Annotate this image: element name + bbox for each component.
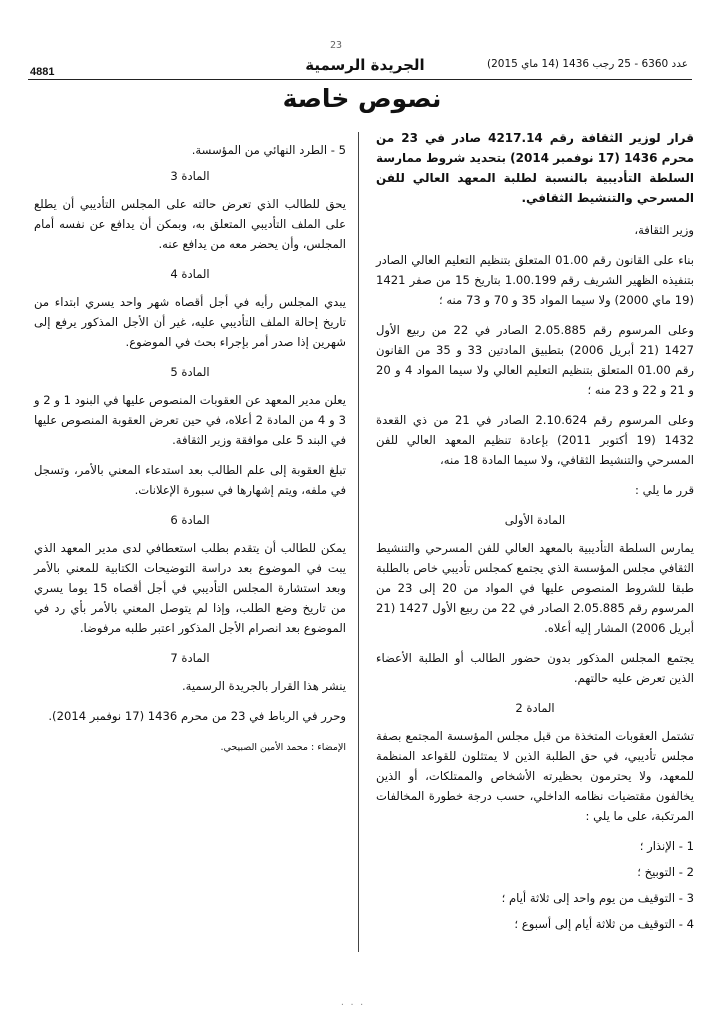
article-6-paragraph-1: يمكن للطالب أن يتقدم بطلب استعطافي لدى مدير المعهد الذي يبت في الموضوع بعد دراسة التوضيحات الكتابية للمعني بالأمر وبعد استشارة المجلس التأديبي في أجل أقصاه 15 يوما يسري من تاريخ وضع الطلب، وإذا لم يتوصل المعني بالأمر بأي رد في الموضوع بعد انصرام الأجل المذكور اعتبر طلبه مرفوضا. [34,541,346,635]
penalty-item: 5 - الطرد النهائي من المؤسسة. [191,143,346,157]
decree-title: قرار لوزير الثقافة رقم 4217.14 صادر في 23 من محرم 1436 (17 نوفمبر 2014) بتحديد شروط ممارسة السلطة التأديبية بالنسبة لطلبة المعهد العالي للفن المسرحي والتنشيط الثقافي. [376,131,695,205]
margin-stamp: 23 [330,40,343,51]
issue-info: عدد 6360 - 25 رجب 1436 (14 ماي 2015) [486,58,688,70]
article-5-paragraph-2: تبلغ العقوبة إلى علم الطالب بعد استدعاء المعني بالأمر، وتسجل في ملفه، ويتم إشهارها في سبورة الإعلانات. [34,463,346,497]
article-2-paragraph-1: تشتمل العقوبات المتخذة من قبل مجلس المؤسسة المجتمع بصفة مجلس تأديبي، في حق الطلبة الذين لا يمتثلون للقواعد المنظمة للمعهد، ولا يحترمون بحظيرته الأشخاص والممتلكات، أو الذين يخالفون مقتضيات نظامه الداخلي، حسب درجة خطورة المخالفات المرتكبة، على ما يلي : [376,729,694,823]
article-5-heading: المادة 5 [170,365,210,379]
decides-line: قرر ما يلي : [635,483,694,497]
penalty-item: 2 - التوبيخ ؛ [637,865,694,879]
column-divider [358,132,359,952]
right-column [376,128,694,940]
recital-2: وعلى المرسوم رقم 2.05.885 الصادر في 22 من ربيع الأول 1427 (21 أبريل 2006) بتطبيق المادتين 33 و 35 من القانون رقم 01.00 المتعلق بتنظيم التعليم العالي ولا سيما المواد 4 و 20 و 21 و 22 و 23 منه ؛ [376,323,694,397]
article-4-paragraph-1: يبدي المجلس رأيه في أجل أقصاه شهر واحد يسري ابتداء من تاريخ إحالة الملف التأديبي عليه، غير أن الأجل المذكور يرفع إلى شهرين إذا صدر أمر بإجراء بحث في الموضوع. [34,295,346,349]
article-1-paragraph-2: يجتمع المجلس المذكور بدون حضور الطالب أو الطلبة الأعضاء الذين تعرض عليه حالتهم. [376,651,694,685]
article-1-heading: المادة الأولى [504,513,566,527]
recital-3: وعلى المرسوم رقم 2.10.624 الصادر في 21 من ذي القعدة 1432 (19 أكتوبر 2011) بإعادة تنظيم المعهد العالي للفن المسرحي والتنشيط الثقافي، ولا سيما المادة 18 منه، [376,413,694,467]
section-title: نصوص خاصة [282,84,442,113]
article-7-heading: المادة 7 [170,651,210,665]
penalty-item: 4 - التوقيف من ثلاثة أيام إلى أسبوع ؛ [514,917,694,931]
closing-line: وحرر في الرباط في 23 من محرم 1436 (17 نوفمبر 2014). [48,709,346,723]
article-2-heading: المادة 2 [515,701,555,715]
article-4-heading: المادة 4 [170,267,210,281]
header-divider [28,79,692,80]
minister-line: وزير الثقافة، [634,223,694,237]
article-3-paragraph-1: يحق للطالب الذي تعرض حالته على المجلس التأديبي أن يطلع على الملف التأديبي المتعلق به، وبمكن أن يدافع عن نفسه أمام المجلس، وأن يحضر معه من يدافع عنه. [34,197,346,251]
article-6-heading: المادة 6 [170,513,210,527]
scan-mark: · · · [340,1000,365,1009]
article-7-paragraph-1: ينشر هذا القرار بالجريدة الرسمية. [182,679,346,693]
gazette-name: الجريدة الرسمية [305,56,425,74]
article-3-heading: المادة 3 [170,169,210,183]
signature-line: الإمضاء : محمد الأمين الصبيحي. [220,742,346,753]
penalty-item: 1 - الإنذار ؛ [639,839,694,853]
page-number: 4881 [30,66,55,78]
recital-1: بناء على القانون رقم 01.00 المتعلق بتنظيم التعليم العالي الصادر بتنفيذه الظهير الشريف رقم 1.00.199 بتاريخ 15 من صفر 1421 (19 ماي 2000) ولا سيما المواد 35 و 70 و 73 منه ؛ [376,253,694,307]
article-5-paragraph-1: يعلن مدير المعهد عن العقوبات المنصوص عليها في البنود 1 و 2 و 3 و 4 من المادة 2 أعلاه، في حين تعرض العقوبة المنصوص عليها في البند 5 على موافقة وزير الثقافة. [34,393,346,447]
left-column [34,140,346,768]
penalty-item: 3 - التوقيف من يوم واحد إلى ثلاثة أيام ؛ [501,891,694,905]
article-1-paragraph-1: يمارس السلطة التأديبية بالمعهد العالي للفن المسرحي والتنشيط الثقافي مجلس المؤسسة الذي يجتمع كمجلس تأديبي خاص بالطلبة طبقا للشروط المنصوص عليها في المواد من 20 إلى 23 من المرسوم رقم 2.05.885 الصادر في 22 من ربيع الأول 1427 (21 أبريل 2006) المشار إليه أعلاه. [376,541,694,635]
